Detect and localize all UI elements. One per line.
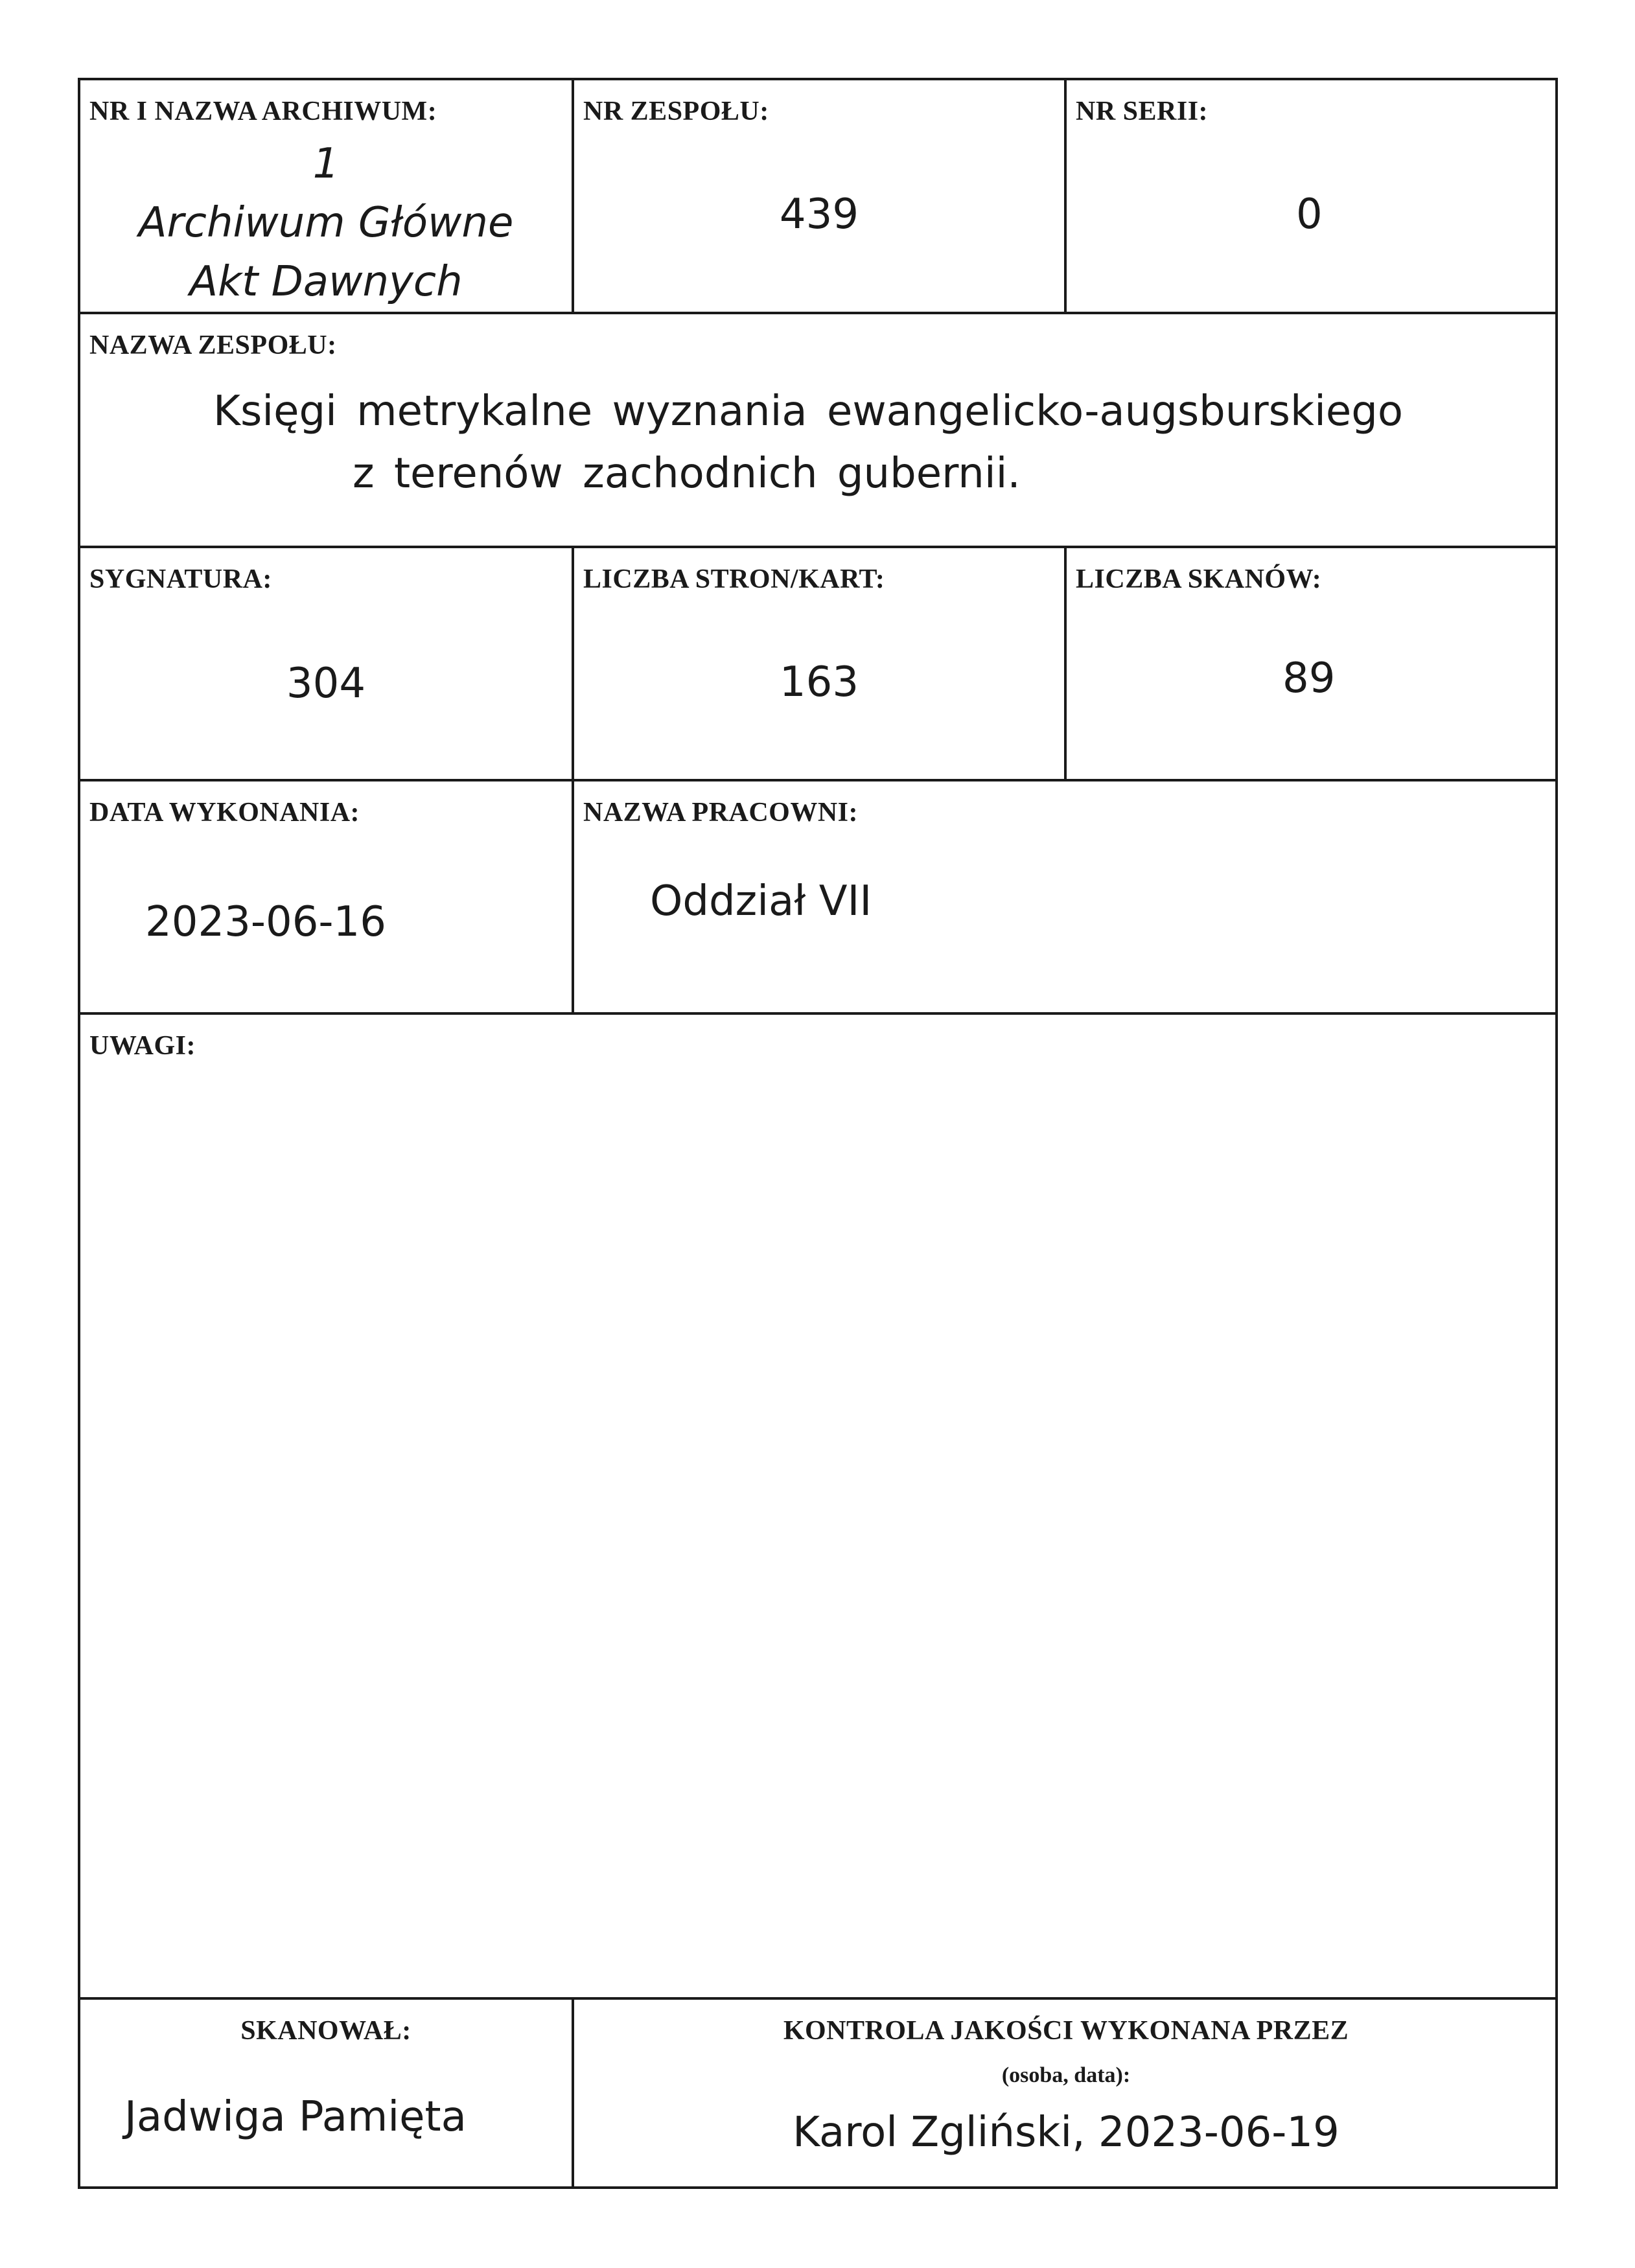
scan-count-value: 89 xyxy=(1282,654,1336,702)
series-number-value: 0 xyxy=(1296,191,1323,238)
scanned-by-value: Jadwiga Pamięta xyxy=(124,2093,467,2141)
archive-name-line1: Archiwum Główne xyxy=(138,199,514,247)
scanned-by-label: SKANOWAŁ: xyxy=(240,2016,412,2046)
archive-name-line2: Akt Dawnych xyxy=(189,258,463,306)
archive-cell xyxy=(80,80,572,312)
execution-date-cell xyxy=(80,781,572,1012)
metadata-form xyxy=(78,78,1558,2189)
signature-value: 304 xyxy=(286,660,366,708)
signature-label: SYGNATURA: xyxy=(89,564,272,594)
fond-name-line1: Księgi metrykalne wyznania ewangelicko-augsburskiego xyxy=(213,388,1403,435)
scanned-by-cell xyxy=(80,2000,572,2189)
fond-name-cell xyxy=(80,314,1558,546)
signature-cell xyxy=(80,548,572,779)
archive-number: 1 xyxy=(312,140,340,188)
series-number-label: NR SERII: xyxy=(1076,97,1209,126)
page-count-cell xyxy=(574,548,1064,779)
fond-number-label: NR ZESPOŁU: xyxy=(583,97,769,126)
workshop-label: NAZWA PRACOWNI: xyxy=(583,798,859,827)
fond-number-value: 439 xyxy=(779,191,859,238)
quality-control-sublabel: (osoba, data): xyxy=(1001,2063,1131,2087)
execution-date-value: 2023-06-16 xyxy=(145,898,386,946)
archive-label: NR I NAZWA ARCHIWUM: xyxy=(89,97,437,126)
quality-control-value: Karol Zgliński, 2023-06-19 xyxy=(793,2109,1339,2157)
fond-name-line2: z terenów zachodnich gubernii. xyxy=(353,450,1021,498)
page-count-value: 163 xyxy=(779,658,859,706)
workshop-cell xyxy=(574,781,1558,1012)
remarks-label: UWAGI: xyxy=(89,1031,196,1061)
scan-count-label: LICZBA SKANÓW: xyxy=(1076,564,1322,594)
fond-number-cell xyxy=(574,80,1064,312)
archive-value xyxy=(80,135,572,312)
series-number-cell xyxy=(1067,80,1558,312)
fond-name-label: NAZWA ZESPOŁU: xyxy=(89,330,337,360)
scan-count-cell xyxy=(1067,548,1558,779)
quality-control-label: KONTROLA JAKOŚCI WYKONANA PRZEZ xyxy=(783,2016,1349,2046)
quality-control-cell xyxy=(574,2000,1558,2189)
execution-date-label: DATA WYKONANIA: xyxy=(89,798,360,827)
remarks-cell xyxy=(80,1015,1558,1997)
workshop-value: Oddział VII xyxy=(650,877,872,925)
page-count-label: LICZBA STRON/KART: xyxy=(583,564,885,594)
